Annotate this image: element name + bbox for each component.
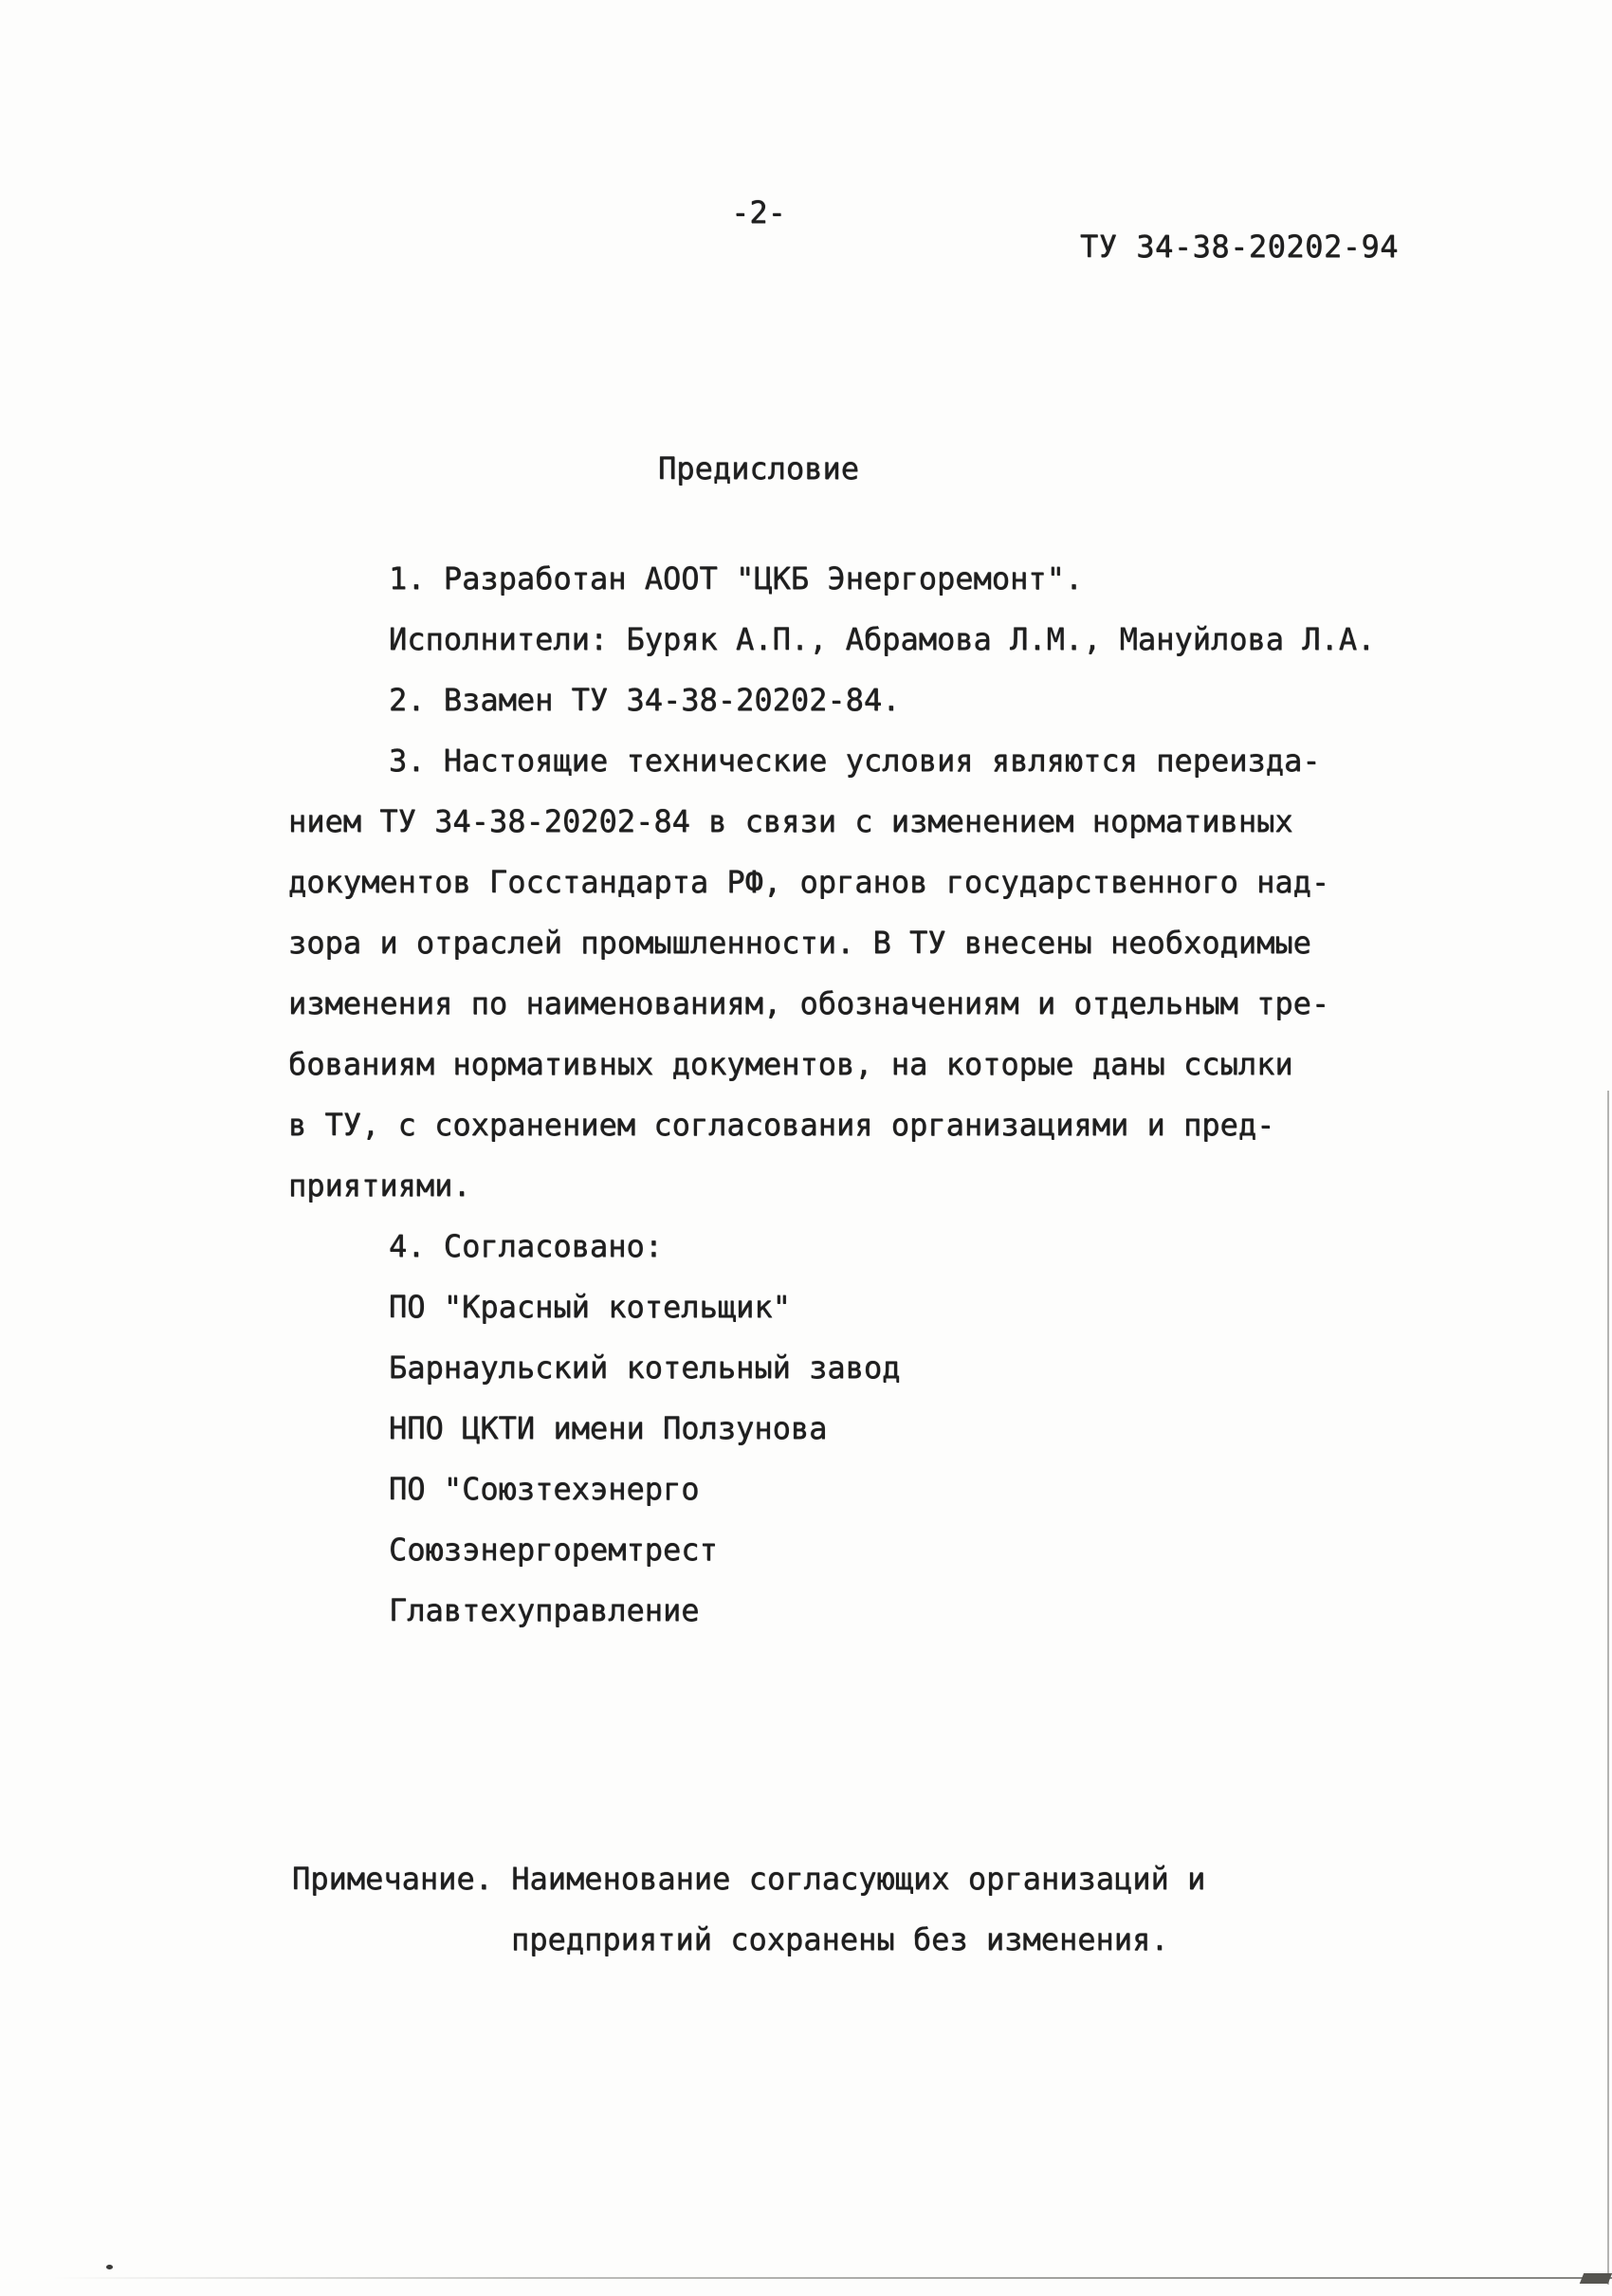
scan-corner-artifact [1580, 2273, 1612, 2284]
text-line: 3. Настоящие технические условия являются переизда- [389, 743, 1321, 779]
text-line: ПО "Союзтехэнерго [389, 1471, 700, 1507]
text-line: 1. Разработан АООТ "ЦКБ Энергоремонт". [389, 560, 1084, 597]
text-line: бованиям нормативных документов, на которые даны ссылки [288, 1046, 1293, 1082]
text-line: Союзэнергоремтрест [389, 1532, 718, 1568]
note-line: предприятий сохранены без изменения. [511, 1921, 1169, 1957]
text-line: изменения по наименованиям, обозначениям и отдельным тре- [288, 985, 1330, 1021]
section-heading: Предисловие [658, 450, 859, 487]
text-line: Главтехуправление [389, 1592, 700, 1628]
page-number: -2- [731, 194, 786, 230]
text-line: НПО ЦКТИ имени Ползунова [389, 1410, 828, 1446]
text-line: документов Госстандарта РФ, органов государственного над- [288, 864, 1330, 900]
scan-right-edge-artifact [1607, 1091, 1609, 2285]
text-line: в ТУ, с сохранением согласования организациями и пред- [288, 1107, 1275, 1143]
text-line: ПО "Красный котельщик" [389, 1289, 791, 1325]
text-line: приятиями. [288, 1167, 471, 1203]
note-line: Примечание. Наименование согласующих организаций и [292, 1861, 1206, 1897]
scan-speck-artifact [106, 2265, 113, 2269]
text-line: Исполнители: Буряк А.П., Абрамова Л.М., Мануйлова Л.А. [389, 621, 1376, 657]
text-line: 2. Взамен ТУ 34-38-20202-84. [389, 682, 901, 718]
text-line: нием ТУ 34-38-20202-84 в связи с изменением нормативных [288, 803, 1293, 839]
text-line: Барнаульский котельный завод [389, 1350, 901, 1386]
text-line: зора и отраслей промышленности. В ТУ внесены необходимые [288, 925, 1311, 961]
note-block [292, 1848, 1487, 1970]
text-line: 4. Согласовано: [389, 1228, 663, 1264]
body-text [288, 548, 1483, 1641]
document-number: ТУ 34-38-20202-94 [1079, 229, 1399, 265]
scan-bottom-edge-artifact [52, 2277, 1612, 2279]
